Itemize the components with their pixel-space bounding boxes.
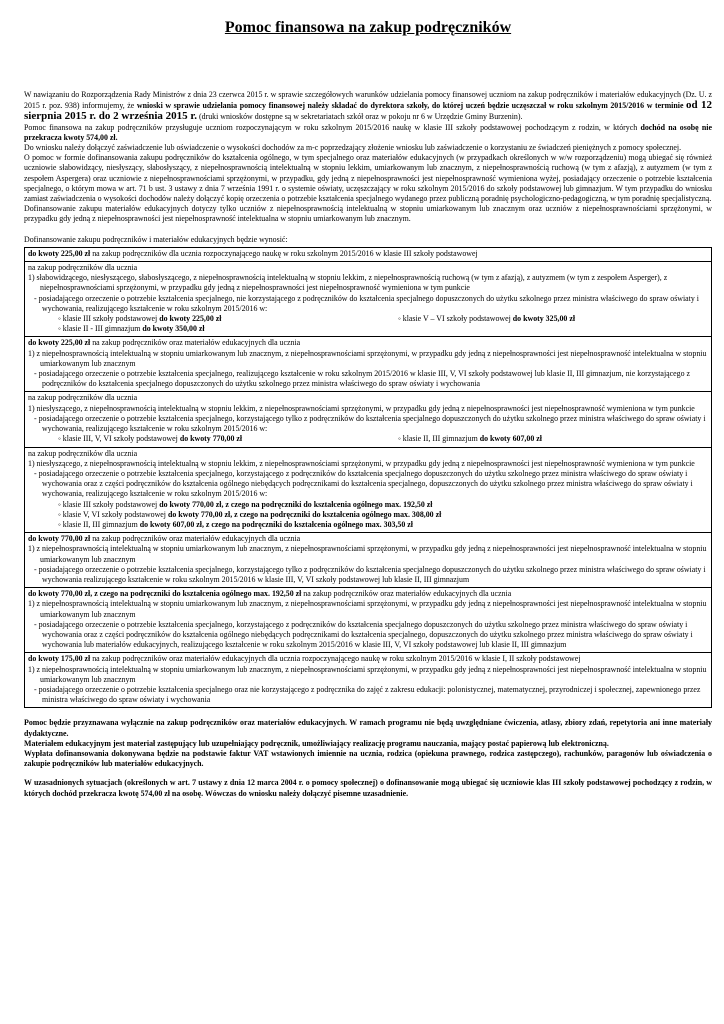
table-cell [25, 653, 712, 708]
bullet-label: ◦ klasie II - III gimnazjum [58, 324, 143, 334]
footer-note-exceptions: W uzasadnionych sytuacjach (określonych w art. 7 ustawy z dnia 12 marca 2004 r. o pomocy społecznej) o dofinansowanie mogą ubiegać się uczniowie klas III szkoły podstawowej pochodzący z rodzin, w których dochód przekracza kwotę 574,00 zł na osobę. Wówczas do wniosku należy dołączyć pisemne uzasadnienie. [24, 778, 712, 798]
bullet-label: ◦ klasie II, III gimnazjum [398, 434, 480, 444]
bullet-amount: do kwoty 607,00 zł [479, 434, 542, 444]
table-row [25, 653, 712, 708]
bullet-amount: do kwoty 350,00 zł [142, 324, 205, 334]
row-condition: - posiadającego orzeczenie o potrzebie kształcenia specjalnego, korzystającego tylko z podręczników do kształcenia specjalnego dopuszczonych do użytku szkolnego przez ministra właściwego do spraw oświaty i wychowania realizującego kształcenie w roku szkolnym 2015/2016 w klasie III, V, VI szkoły podstawowej lub klasie II, III gimnazjum [34, 564, 706, 584]
row-condition: - posiadającego orzeczenie o potrzebie kształcenia specjalnego, korzystającego z podręczników do kształcenia specjalnego dopuszczonych do użytku szkolnego przez ministra właściwego do spraw oświaty i wychowania oraz z części podręczników do kształcenia ogólnego niebędących podręcznikami do kształcenia specjalnego, dopuszczonych do użytku szkolnego przez ministra właściwego do spraw oświaty i wychowania, realizującego kształcenie w roku szkolnym 2015/2016 w: [34, 468, 693, 499]
bullet-label: ◦ klasie III szkoły podstawowej [58, 499, 160, 509]
row-heading: na zakup podręczników dla ucznia [28, 393, 138, 403]
bullet-label: ◦ klasie III szkoły podstawowej [58, 314, 160, 324]
row-condition: - posiadającego orzeczenie o potrzebie kształcenia specjalnego, realizującego kształcenie w roku szkolnym 2015/2016 w klasie III, V, VI szkoły podstawowej lub klasie II, III gimnazjum, nie korzystającego z podręczników do kształcenia specjalnego dopuszczonych do użytku szkolnego przez ministra właściwego do spraw oświaty i wychowania [34, 369, 691, 389]
footer-note-scope: Pomoc będzie przyznawana wyłącznie na zakup podręczników oraz materiałów edukacyjnych. W ramach programu nie będą uwzględniane ćwiczenia, atlasy, zbiory zdań, repetytoria ani inne materiały dydaktyczne. [24, 718, 712, 738]
bullet-amount: do kwoty 225,00 zł [159, 314, 222, 324]
bullet-amount: do kwoty 770,00 zł, z czego na podręczniki do kształcenia ogólnego max. 308,00 zł [167, 509, 442, 519]
bullet-item [28, 520, 708, 530]
bullet-amount: do kwoty 770,00 zł [179, 434, 243, 444]
row-heading [28, 534, 708, 544]
bullet-item [28, 324, 708, 334]
intro-forms-location: (druki wniosków dostępne są w sekretariatach szkół oraz w pokoju nr 6 w Urzędzie Gminy Burzenin). [197, 112, 523, 122]
row-condition: - posiadającego orzeczenie o potrzebie kształcenia specjalnego oraz nie korzystającego z podręcznika do zajęć z zakresu edukacji: polonistycznej, matematycznej, przyrodniczej i społecznej, zapewnionego przez ministra właściwego do spraw oświaty i wychowania [34, 684, 701, 705]
table-row [25, 262, 712, 337]
row-condition: - posiadającego orzeczenie o potrzebie kształcenia specjalnego, korzystającego tylko z podręczników do kształcenia specjalnego dopuszczonych do użytku szkolnego przez ministra właściwego do spraw oświaty i wychowania, realizującego kształcenie w roku szkolnym 2015/2016 w: [34, 413, 706, 434]
row-amount: do kwoty 225,00 zł [28, 338, 91, 348]
intro-paragraph-disabled-students: O pomoc w formie dofinansowania zakupu podręczników do kształcenia ogólnego, w tym specjalnego oraz materiałów edukacyjnych (w przypadkach określonych w w/w rozporządzeniu) mogą ubiegać się również uczniowie słabowidzący, niesłyszący, słabosłyszący, z niepełnosprawnością intelektualną w stopniu lekkim, umiarkowanym lub znacznym, z niepełnosprawnością ruchową (w tym z afazją), z autyzmem (w tym z zespołem Aspergera) oraz uczniowie z niepełnosprawnościami sprzężonymi, w przypadku, gdy jedną z niepełnosprawności jest niepełnosprawność wymieniona wyżej, posiadający orzeczenie o potrzebie kształcenia specjalnego, o którym mowa w art. 71 b ust. 3 ustawy z dnia 7 września 1991 r. o systemie oświaty, uczęszczający w roku szkolnym 2015/2016 do szkoły podstawowej lub gimnazjum. W tym przypadku do wniosku zamiast zaświadczenia o wysokości dochodów należy dołączyć kopię orzeczenia o potrzebie kształcenia specjalnego wydanego przez publiczną poradnię psychologiczno-pedagogiczną, w tym poradnię specjalistyczną. [24, 153, 712, 204]
table-row [25, 533, 712, 588]
table-lead: Dofinansowanie zakupu podręczników i materiałów edukacyjnych będzie wynosić: [24, 234, 288, 244]
footer-note-payment: Wypłata dofinansowania dokonywana będzie na podstawie faktur VAT wstawionych imiennie na ucznia, rodzica (opiekuna prawnego, rodzica zastępczego), rachunków, paragonów lub oświadczenia o zakupie podręczników lub materiałów edukacyjnych. [24, 748, 712, 769]
bullet-amount: do kwoty 325,00 zł [512, 314, 576, 324]
row-heading: na zakup podręczników dla ucznia [28, 448, 138, 458]
intro-paragraph-deadline [24, 90, 712, 123]
row-item: 1) niesłyszącego, z niepełnosprawnością intelektualną w stopniu lekkim, z niepełnosprawnościami sprzężonymi, w przypadku gdy jedną z niepełnosprawności jest niepełnosprawność wymieniona w tym punkcie [28, 403, 695, 413]
footer-notes [24, 718, 712, 798]
row-text: na zakup podręczników oraz materiałów edukacyjnych dla ucznia rozpoczynającego naukę w roku szkolnym 2015/2016 w klasie I, II szkoły podstawowej [90, 654, 581, 664]
bullet-item [368, 314, 708, 324]
row-heading [28, 589, 708, 599]
row-item: 1) słabowidzącego, niesłyszącego, słabosłyszącego, z niepełnosprawnością intelektualną w stopniu lekkim, z niepełnosprawnością ruchową (w tym z afazją), z autyzmem (w tym z zespołem Asperger), z niepełnosprawnościami sprzężonymi, w przypadku gdy jedną z niepełnosprawności jest niepełnosprawność wymieniona w tym punkcie [28, 273, 668, 293]
bullet-label: ◦ klasie II, III gimnazjum [58, 519, 140, 529]
funding-table [24, 247, 712, 709]
row-heading: na zakup podręczników dla ucznia [28, 263, 138, 273]
page-title: Pomoc finansowa na zakup podręczników [224, 19, 512, 36]
row-amount: do kwoty 175,00 zł [28, 654, 91, 664]
intro-deadline-bold: wnioski w sprawie udzielania pomocy finansowej należy składać do dyrektora szkoły, do której uczeń będzie uczęszczał w roku szkolnym 2015/2016 w terminie [136, 101, 687, 111]
row-heading [28, 338, 708, 348]
spacer [24, 769, 712, 778]
row-amount: do kwoty 225,00 zł [28, 248, 91, 258]
table-row [25, 447, 712, 533]
table-cell [25, 533, 712, 588]
bullet-item [28, 510, 708, 520]
intro-text: W nawiązaniu do Rozporządzenia Rady Ministrów z dnia 23 czerwca 2015 r. w sprawie szczegółowych warunków udzielania pomocy finansowej uczniom na zakup podręczników i materiałów edukacyjnych (Dz. U. z 2015 r. poz. 938) informujemy, że [24, 90, 712, 111]
row-condition: - posiadającego orzeczenie o potrzebie kształcenia specjalnego, nie korzystającego z podręczników do kształcenia specjalnego dopuszczonych do użytku szkolnego przez ministra właściwego do spraw oświaty i wychowania, realizującego kształcenie w roku szkolnym 2015/2016 w: [34, 293, 699, 313]
table-row [25, 588, 712, 653]
row-item: 1) niesłyszącego, z niepełnosprawnością intelektualną w stopniu lekkim, z niepełnosprawnościami sprzężonymi, w przypadku gdy jedną z niepełnosprawności jest niepełnosprawność wymieniona w tym punkcie [28, 458, 695, 468]
bullet-label: ◦ klasie V, VI szkoły podstawowej [58, 509, 168, 519]
footer-note-materials: Materiałem edukacyjnym jest materiał zastępujący lub uzupełniający podręcznik, umożliwiający realizację programu nauczania, mający postać papierową lub elektroniczną. [24, 738, 609, 748]
row-item: 1) z niepełnosprawnością intelektualną w stopniu umiarkowanym lub znacznym, z niepełnosprawnościami sprzężonymi, w przypadku gdy jedną z niepełnosprawności jest niepełnosprawność intelektualna w stopniu umiarkowanym lub znacznym [28, 544, 707, 564]
intro-paragraph-eligibility [24, 123, 712, 143]
income-limit: dochód na osobę nie przekracza kwoty 574,00 zł. [24, 122, 712, 142]
table-cell [25, 588, 712, 653]
table-row [25, 247, 712, 261]
row-text: na zakup podręczników oraz materiałów edukacyjnych dla ucznia [90, 534, 301, 544]
bullet-amount: do kwoty 770,00 zł, z czego na podręczniki do kształcenia ogólnego max. 192,50 zł [159, 499, 433, 509]
row-item: 1) z niepełnosprawnością intelektualną w stopniu umiarkowanym lub znacznym, z niepełnosprawnościami sprzężonymi, w przypadku gdy jedną z niepełnosprawności jest niepełnosprawność intelektualna w stopniu umiarkowanym lub znacznym [28, 664, 707, 684]
table-cell [25, 337, 712, 392]
table-cell [25, 247, 712, 261]
row-text: na zakup podręczników oraz materiałów edukacyjnych dla ucznia [301, 589, 512, 599]
bullet-label: ◦ klasie III, V, VI szkoły podstawowej [58, 434, 180, 444]
table-cell [25, 262, 712, 337]
intro-paragraph-attachments: Do wniosku należy dołączyć zaświadczenie lub oświadczenie o wysokości dochodów za m-c poprzedzający złożenie wniosku lub zaświadczenie o korzystaniu ze świadczeń pieniężnych z pomocy społecznej. [24, 143, 682, 153]
row-condition: - posiadającego orzeczenie o potrzebie kształcenia specjalnego, korzystającego z podręczników do kształcenia specjalnego dopuszczonych do użytku szkolnego przez ministra właściwego do spraw oświaty i wychowania oraz z części podręczników do kształcenia ogólnego niebędących podręcznikami do kształcenia specjalnego, dopuszczonych do użytku szkolnego przez ministra właściwego do spraw oświaty i wychowania lub materiałów edukacyjnych, realizującego kształcenie w roku szkolnym 2015/2016 w klasie III, V, VI szkoły podstawowej lub klasie II, III gimnazjum [34, 619, 693, 650]
table-cell [25, 447, 712, 533]
row-text: na zakup podręczników dla ucznia rozpoczynającego naukę w roku szkolnym 2015/2016 w klasie III szkoły podstawowej [90, 248, 478, 258]
bullet-item [28, 434, 368, 444]
document-page [24, 18, 712, 799]
row-amount: do kwoty 770,00 zł, z czego na podręczniki do kształcenia ogólnego max. 192,50 zł [28, 589, 302, 599]
row-bullets [28, 434, 708, 444]
row-text: na zakup podręczników oraz materiałów edukacyjnych dla ucznia [90, 338, 301, 348]
bullet-item [28, 314, 368, 324]
bullet-item [368, 434, 708, 444]
bullet-amount: do kwoty 607,00 zł, z czego na podręczniki do kształcenia ogólnego max. 303,50 zł [139, 519, 413, 529]
bullet-label: ◦ klasie V – VI szkoły podstawowej [398, 314, 513, 324]
eligibility-text: Pomoc finansowa na zakup podręczników przysługuje uczniom rozpoczynającym w roku szkolnym 2015/2016 naukę w klasie III szkoły podstawowej pochodzącym z rodzin, w których [24, 122, 641, 132]
row-amount: do kwoty 770,00 zł [28, 534, 91, 544]
row-item: 1) z niepełnosprawnością intelektualną w stopniu umiarkowanym lub znacznym, z niepełnosprawnościami sprzężonymi, w przypadku gdy jedną z niepełnosprawności jest niepełnosprawność intelektualna w stopniu umiarkowanym lub znacznym [28, 348, 707, 368]
row-heading [28, 654, 708, 664]
bullet-item [28, 500, 708, 510]
row-item: 1) z niepełnosprawnością intelektualną w stopniu umiarkowanym lub znacznym, z niepełnosprawnościami sprzężonymi, w przypadku gdy jedną z niepełnosprawności jest niepełnosprawność intelektualna w stopniu umiarkowanym lub znacznym [28, 599, 707, 619]
table-cell [25, 392, 712, 447]
intro-paragraph-materials: Dofinansowanie zakupu materiałów edukacyjnych dotyczy tylko uczniów z niepełnosprawnością intelektualną w stopniu umiarkowanym lub znacznym oraz uczniów z niepełnosprawnościami sprzężonymi, w przypadku gdy jedną z niepełnosprawności jest niepełnosprawność intelektualna w stopniu umiarkowanym lub znacznym. [24, 204, 712, 224]
intro-deadline-dates: od 12 sierpnia 2015 r. do 2 września 2015 r. [24, 99, 712, 123]
table-row [25, 392, 712, 447]
row-bullets [28, 314, 708, 324]
table-row [25, 337, 712, 392]
